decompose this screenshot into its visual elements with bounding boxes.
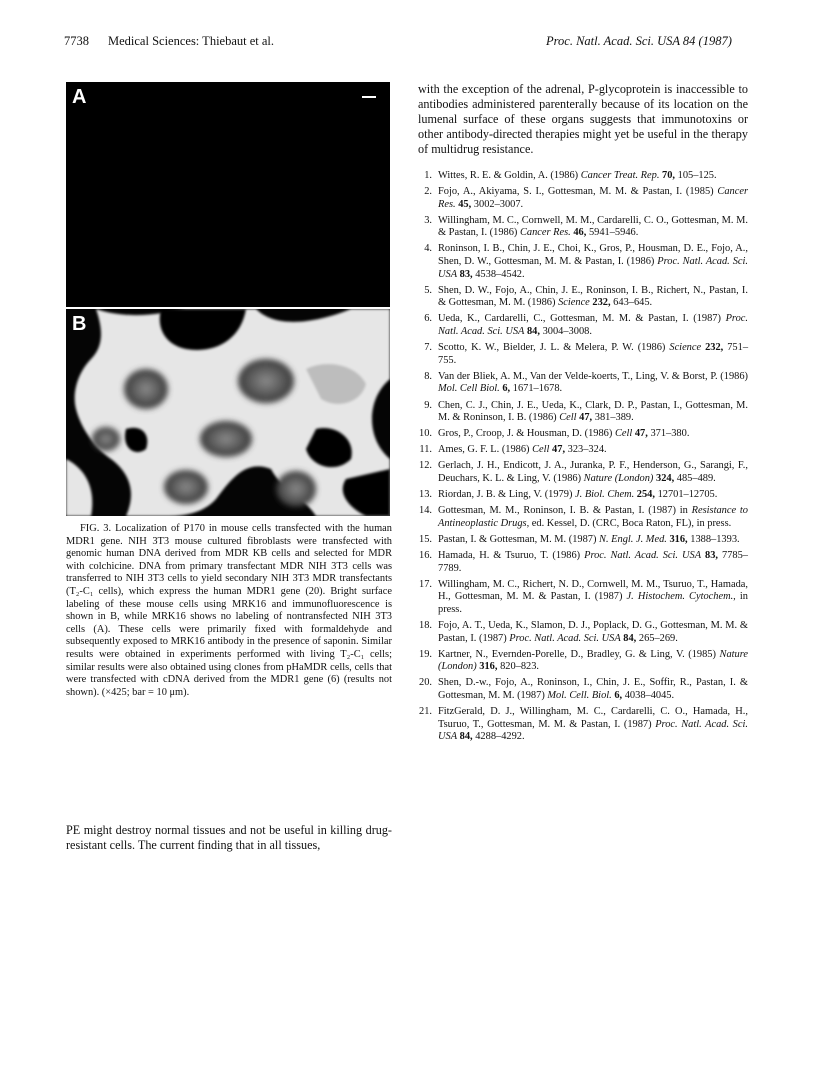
reference-volume: 6, bbox=[611, 689, 623, 701]
reference-journal: Proc. Natl. Acad. Sci. USA bbox=[438, 313, 748, 338]
page-number: 7738 bbox=[64, 34, 89, 48]
reference-number: 21. bbox=[419, 705, 432, 717]
reference-pages: ed. Kessel, D. (CRC, Boca Raton, FL), in press. bbox=[529, 517, 732, 529]
reference-item bbox=[418, 186, 748, 211]
reference-number: 19. bbox=[419, 648, 432, 660]
reference-number: 5. bbox=[424, 284, 432, 296]
reference-authors: Gottesman, M. M., Roninson, I. B. & Pastan, I. (1987) in bbox=[438, 505, 692, 517]
reference-journal: Cell bbox=[532, 444, 550, 456]
reference-volume: 232, bbox=[589, 297, 611, 309]
reference-authors: Willingham, M. C., Richert, N. D., Cornwell, M. M., Tsuruo, T., Hamada, H., Gottesman, M. M. & Pastan, I. (1987) bbox=[438, 578, 748, 603]
reference-pages: 381–389. bbox=[592, 412, 634, 424]
reference-item bbox=[418, 371, 748, 396]
reference-pages: 751–755. bbox=[438, 342, 749, 366]
reference-journal: Cancer Treat. Rep. bbox=[580, 170, 660, 181]
reference-authors: Van der Bliek, A. M., Van der Velde-koerts, T., Ling, V. & Borst, P. (1986) bbox=[438, 370, 748, 382]
reference-authors: Willingham, M. C., Cornwell, M. M., Cardarelli, C. O., Gottesman, M. M. & Pastan, I. (1986) bbox=[438, 214, 748, 239]
reference-item bbox=[418, 505, 748, 530]
reference-number: 4. bbox=[424, 243, 432, 255]
reference-item bbox=[418, 489, 748, 502]
reference-volume: 316, bbox=[476, 661, 498, 673]
reference-journal: Resistance to Antineoplastic Drugs, bbox=[438, 505, 748, 529]
reference-volume: 47, bbox=[549, 444, 566, 456]
reference-journal: Mol. Cell. Biol. bbox=[547, 689, 612, 701]
reference-journal: Proc. Natl. Acad. Sci. USA bbox=[438, 718, 748, 743]
reference-journal: N. Engl. J. Med. bbox=[599, 533, 667, 545]
reference-number: 10. bbox=[419, 428, 432, 440]
reference-volume: 254, bbox=[634, 489, 655, 501]
reference-authors: Kartner, N., Evernden-Porelle, D., Bradley, G. & Ling, V. (1985) bbox=[438, 648, 720, 660]
reference-pages: 3002–3007. bbox=[471, 198, 524, 210]
reference-item bbox=[418, 428, 748, 441]
reference-volume: 47, bbox=[632, 428, 648, 440]
reference-item bbox=[418, 677, 748, 702]
figure-caption-text: FIG. 3. Localization of P170 in mouse cells transfected with the human MDR1 gene. NIH 3T3 mouse cultured fibroblasts were transfected with genomic human DNA derived from MDR KB cells and selected for MDR with colchicine. DNA from primary transfectant MDR NIH 3T3 cells was transferred to NIH 3T3 cells to yield secondary NIH 3T3 MDR transfectants (T₂-C₁ cells), which express the human MDR1 gene (20). Bright surface labeling of these mouse cells using MRK16 and immunofluorescence is shown in B, while MRK16 shows no labeling of nontransfected NIH 3T3 cells (A). These cells were primarily fixed with formaldehyde and subsequently exposed to MRK16 antibody in the presence of saponin. Similar results were obtained in experiments performed with living T₂-C₁ cells; similar results were also obtained using clones from pHaMDR cells, cells that were transfected with cDNA derived from the MDR1 gene (6) (results not shown). (×425; bar = 10 μm). bbox=[66, 523, 392, 698]
reference-item bbox=[418, 170, 748, 183]
reference-pages: 820–823. bbox=[497, 661, 540, 673]
reference-authors: Chen, C. J., Chin, J. E., Ueda, K., Clark, D. P., Pastan, I., Gottesman, M. M. & Roninson, I. B. (1986) bbox=[438, 399, 748, 424]
reference-journal: Proc. Natl. Acad. Sci. USA bbox=[438, 256, 748, 280]
reference-authors: Roninson, I. B., Chin, J. E., Choi, K., Gros, P., Housman, D. E., Fojo, A., Shen, D. W., Gottesman, M. M. & Pastan, I. (1986) bbox=[438, 243, 748, 268]
figure-caption bbox=[66, 523, 392, 699]
reference-number: 3. bbox=[424, 214, 432, 226]
reference-item bbox=[418, 400, 748, 425]
reference-number: 15. bbox=[419, 533, 432, 545]
reference-authors: Fojo, A., Akiyama, S. I., Gottesman, M. M. & Pastan, I. (1985) bbox=[438, 186, 718, 198]
reference-volume: 45, bbox=[455, 198, 472, 210]
reference-journal: Nature (London) bbox=[583, 472, 654, 484]
reference-number: 6. bbox=[424, 313, 432, 325]
reference-journal: Cell bbox=[559, 412, 577, 424]
reference-volume: 83, bbox=[701, 549, 719, 561]
reference-journal: Cancer Res. bbox=[519, 227, 571, 239]
reference-number: 12. bbox=[419, 460, 432, 472]
reference-number: 1. bbox=[424, 170, 432, 181]
reference-item bbox=[418, 243, 748, 281]
panel-a-label: A bbox=[72, 86, 87, 108]
reference-pages: 643–645. bbox=[610, 297, 653, 309]
reference-pages: 4288–4292. bbox=[472, 731, 525, 743]
journal-citation: Proc. Natl. Acad. Sci. USA 84 (1987) bbox=[546, 34, 732, 48]
figure-panel-b bbox=[66, 309, 390, 516]
reference-item bbox=[418, 579, 748, 617]
reference-pages: 1388–1393. bbox=[687, 533, 740, 545]
reference-item bbox=[418, 649, 748, 674]
reference-volume: 84, bbox=[524, 326, 540, 338]
reference-pages: 265–269. bbox=[636, 632, 678, 644]
reference-pages: 5941–5946. bbox=[586, 227, 639, 239]
reference-authors: Shen, D.-w., Fojo, A., Roninson, I., Chin, J. E., Soffir, R., Pastan, I. & Gottesman, M. M. (1987) bbox=[438, 677, 748, 701]
reference-pages: 7785–7789. bbox=[438, 549, 748, 574]
scale-bar bbox=[362, 96, 376, 98]
reference-item bbox=[418, 444, 748, 457]
panel-b-label: B bbox=[72, 313, 87, 335]
reference-number: 17. bbox=[419, 578, 432, 590]
body-text-right: with the exception of the adrenal, P-glycoprotein is inaccessible to antibodies administered parenterally because of its location on the lumenal surface of these organs suggests that immunotoxins or other antibody-directed therapies might yet be useful in the therapy of multidrug resistance. bbox=[418, 82, 748, 156]
reference-number: 2. bbox=[424, 186, 432, 198]
reference-item bbox=[418, 313, 748, 338]
reference-volume: 232, bbox=[701, 342, 724, 354]
reference-journal: Proc. Natl. Acad. Sci. USA bbox=[584, 549, 702, 561]
reference-journal: Mol. Cell Biol. bbox=[438, 383, 500, 395]
reference-pages: 105–125. bbox=[675, 170, 717, 181]
figure-panel-a bbox=[66, 82, 390, 307]
micrograph-image bbox=[66, 309, 390, 516]
reference-authors: FitzGerald, D. J., Willingham, M. C., Cardarelli, C. O., Hamada, H., Tsuruo, T., Gottesman, M. M. & Pastan, I. (1987) bbox=[438, 705, 748, 730]
reference-item bbox=[418, 285, 748, 310]
reference-item bbox=[418, 550, 748, 575]
reference-authors: Fojo, A. T., Ueda, K., Slamon, D. J., Poplack, D. G., Gottesman, M. M. & Pastan, I. (1987) bbox=[438, 619, 748, 644]
reference-pages: 485–489. bbox=[674, 472, 716, 484]
reference-journal: Proc. Natl. Acad. Sci. USA bbox=[509, 632, 621, 644]
reference-volume: 83, bbox=[457, 268, 473, 280]
reference-pages: 3004–3008. bbox=[539, 326, 592, 338]
reference-journal: Science bbox=[669, 342, 702, 354]
reference-authors: Pastan, I. & Gottesman, M. M. (1987) bbox=[438, 533, 600, 545]
reference-item bbox=[418, 534, 748, 547]
reference-pages: 4538–4542. bbox=[472, 268, 525, 280]
reference-authors: Gros, P., Croop, J. & Housman, D. (1986) bbox=[438, 428, 615, 440]
reference-volume: 316, bbox=[666, 533, 688, 545]
reference-number: 9. bbox=[424, 399, 432, 411]
reference-authors: Wittes, R. E. & Goldin, A. (1986) bbox=[438, 170, 581, 181]
reference-journal: Cancer Res. bbox=[438, 186, 748, 210]
reference-authors: Ueda, K., Cardarelli, C., Gottesman, M. M. & Pastan, I. (1987) bbox=[438, 313, 726, 325]
running-title: Medical Sciences: Thiebaut et al. bbox=[108, 34, 275, 48]
reference-list bbox=[418, 170, 748, 747]
reference-authors: Shen, D. W., Fojo, A., Chin, J. E., Roninson, I. B., Richert, N., Pastan, I. & Gottesman, M. M. (1986) bbox=[438, 284, 748, 309]
reference-volume: 46, bbox=[570, 227, 587, 239]
reference-volume: 84, bbox=[457, 731, 473, 743]
reference-number: 18. bbox=[419, 619, 432, 631]
reference-journal: Cell bbox=[614, 428, 633, 440]
reference-number: 20. bbox=[419, 677, 432, 689]
reference-number: 8. bbox=[424, 370, 432, 382]
reference-pages: 4038–4045. bbox=[622, 689, 675, 701]
reference-item bbox=[418, 342, 748, 367]
reference-volume: 6, bbox=[499, 383, 511, 395]
reference-number: 7. bbox=[424, 342, 432, 354]
reference-number: 14. bbox=[419, 505, 432, 517]
body-text-left: PE might destroy normal tissues and not be useful in killing drug-resistant cells. The current finding that in all tissues, bbox=[66, 823, 392, 852]
reference-pages: 323–324. bbox=[565, 444, 607, 456]
reference-authors: Scotto, K. W., Bielder, J. L. & Melera, P. W. (1986) bbox=[438, 342, 670, 354]
reference-number: 11. bbox=[419, 444, 432, 456]
reference-pages: 1671–1678. bbox=[510, 383, 563, 395]
reference-volume: 70, bbox=[659, 170, 676, 181]
reference-authors: Gerlach, J. H., Endicott, J. A., Juranka, P. F., Henderson, G., Sarangi, F., Deuchars, K. L. & Ling, V. (1986) bbox=[438, 460, 748, 484]
reference-item bbox=[418, 215, 748, 240]
reference-item bbox=[418, 706, 748, 744]
reference-journal: J. Biol. Chem. bbox=[575, 489, 635, 501]
reference-pages: 371–380. bbox=[647, 428, 690, 440]
reference-number: 16. bbox=[419, 549, 432, 561]
reference-pages: 12701–12705. bbox=[654, 489, 718, 501]
reference-number: 13. bbox=[419, 489, 432, 501]
reference-pages: in press. bbox=[438, 591, 749, 615]
reference-authors: Ames, G. F. L. (1986) bbox=[438, 444, 533, 456]
reference-authors: Riordan, J. B. & Ling, V. (1979) bbox=[438, 489, 576, 501]
reference-volume: 84, bbox=[620, 632, 637, 644]
reference-item bbox=[418, 460, 748, 485]
reference-volume: 324, bbox=[653, 472, 675, 484]
reference-journal: Science bbox=[558, 297, 590, 309]
reference-journal: Nature (London) bbox=[438, 648, 748, 673]
reference-authors: Hamada, H. & Tsuruo, T. (1986) bbox=[438, 549, 585, 561]
reference-journal: J. Histochem. Cytochem., bbox=[626, 591, 736, 603]
reference-item bbox=[418, 620, 748, 645]
reference-volume: 47, bbox=[576, 412, 593, 424]
